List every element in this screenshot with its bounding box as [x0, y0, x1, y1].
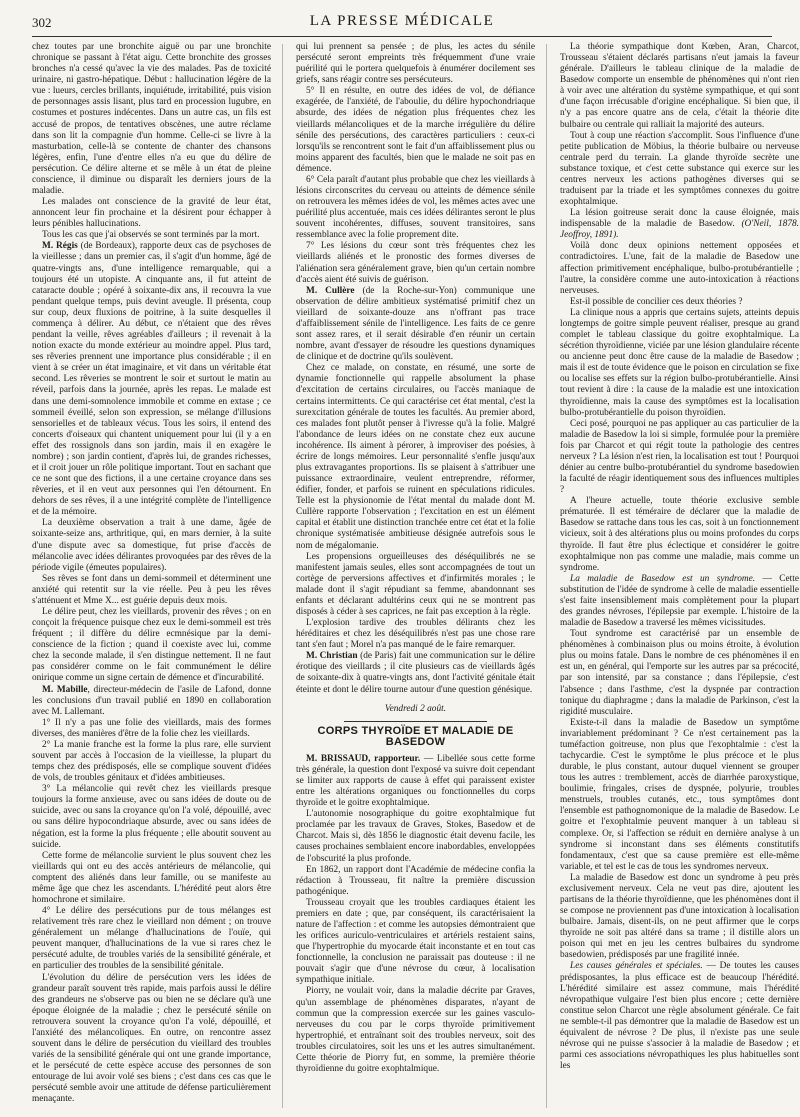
paragraph-text: — De toutes les causes prédisposantes, la plus efficace est de beaucoup l'hérédité. L'hérédité similaire est assez commune, mais l'hérédité névropathique vulgaire l'est bien plus encore ; cette dernière constitue selon Charcot une règle absolument générale. Ce fait ne semble-t-il pas démontrer que la maladie de Basedow est un équivalent de névrose ? De plus, il n'existe pas une seule névrose qui ne puisse s'associer à la maladie de Basedow ; et parmi ces associations névropathiques les plus habituelles sont les — [560, 961, 799, 1072]
paragraph: 5° Il en résulte, en outre des idées de vol, de défiance exagérée, de l'anxiété, de l'aboulie, du délire hypochondriaque absurde, des idées de négation plus fréquentes chez les vieillards mélancoliques et de la marche irrégulière du délire sénile des persécutions, des caractères particuliers : ceux-ci lorsqu'ils se rencontrent sont le fait d'un affaiblissement plus ou moins apparent des facultés, bien que le malade ne soit pas en démence. — [296, 86, 535, 174]
paragraph: La maladie de Basedow est donc un syndrome à peu près exclusivement nerveux. Cela ne veut pas dire, ajoutent les partisans de la théorie thyroïdienne, que les phénomènes dont il se compose ne proviennent pas d'une intoxication à localisation bulbaire. Jamais, disent-ils, on ne peut affirmer que le corps thyroïde ne soit pas altéré dans sa trame ; il distille alors un poison qui met en jeu les centres bulbaires du syndrome basedowien, prédisposés par une fragilité innée. — [560, 872, 799, 961]
paragraph: qui lui prennent sa pensée ; de plus, les actes du sénile persécuté seront empreints très fréquemment d'une vraie puérilité qui le portera quelquefois à énumérer docilement ses griefs, sans réagir contre ses persécuteurs. — [296, 42, 535, 86]
section-rule — [344, 721, 487, 722]
subheading: La maladie de Basedow est un syndrome. — [570, 573, 756, 584]
paragraph-text: — Cette substitution de l'idée de syndrome à celle de maladie essentielle s'est faite insensiblement mais complètement pour la plupart des grandes névroses, l'épilepsie par exemple. L'histoire de la maladie de Basedow a traversé les mêmes vicissitudes. — [560, 573, 799, 629]
paragraph — [560, 961, 799, 1072]
column-divider — [546, 44, 547, 1108]
speaker-name: M. BRISSAUD, rapporteur. — [306, 753, 421, 764]
column-2 — [296, 42, 535, 1110]
session-date: Vendredi 2 août. — [384, 703, 447, 714]
journal-title: LA PRESSE MÉDICALE — [309, 13, 495, 29]
paragraph-text: (de Bordeaux), rapporte deux cas de psychoses de la vieillesse ; dans un premier cas, il s'agit d'un homme, âgé de quatre-vingts ans, d'une intelligence remarquable, qui a toujours été un utopiste. A cinquante ans, il fut atteint de cataracte double ; opéré à soixante-dix ans, il recouvra la vue pendant quelque temps, puis devint aveugle. Il présenta, coup sur coup, deux fluxions de poitrine, à la suite desquelles il commença à délirer. Au début, ce n'étaient que des rêves pendant la veille, rêves agréables d'ailleurs ; il revenait à la notion exacte du monde extérieur au moindre appel. Plus tard, ses rêveries prennent une importance plus considérable ; il en vient à se créer un état imaginaire, et vit dans un véritable état second. Les rêveries se montrent le soir et surtout le matin au réveil, parfois dans la journée, après les repas. Le malade est dans une demi-somnolence immobile et comme en extase ; ce sommeil éveillé, selon son expression, se mélange d'illusions sensorielles et de tableaux vécus. Tous les soirs, il entend des concerts d'oiseaux qui chantent uniquement pour lui (il y a en effet des rossignols dans son jardin, mais il en exagère le nombre) ; son jardin contient, d'après lui, de grandes richesses, et il croit jouer un rôle politique important. Tout en sachant que ce ne sont que des fictions, il a une certaine croyance dans ses rêveries, et il en veut aux personnes qui l'en détournent. En dehors de ses rêves, il a une intégrité complète de l'intelligence et de la mémoire. — [32, 241, 271, 518]
reference: (O'Neil, 1878. Jeoffroy, 1891). — [560, 219, 799, 241]
paragraph-text: , directeur-médecin de l'asile de Lafond, donne les conclusions d'un travail publié en 1890 en collaboration avec M. Lallemant. — [32, 684, 271, 717]
paragraph: A l'heure actuelle, toute théorie exclusive semble prématurée. Il est téméraire de déclarer que la maladie de Basedow se rattache dans tous les cas, soit à un fonctionnement vicieux, soit à des altérations plus ou moins profondes du corps thyroïde. Il faut être plus éclectique et considérer le goitre exophtalmique non pas comme une maladie, mais comme un syndrome. — [560, 496, 799, 573]
paragraph: 2° La manie franche est la forme la plus rare, elle survient souvent par accès à l'occasion de la vieillesse, la plupart du temps chez des prédisposés, elle se complique souvent d'idées de vols, de troubles génitaux et d'idées ambitieuses. — [32, 739, 271, 784]
paragraph — [296, 651, 535, 695]
paragraph-text: (de la Roche-sur-Yon) communique une observation de délire ambitieux systématisé primitif chez un vieillard de soixante-douze ans n'offrant pas trace d'affaiblissement sénile de l'intelligence. Les faits de ce genre sont assez rares, et il serait désirable d'en réunir un certain nombre, avant d'essayer de résoudre les questions dynamiques de clinique et de doctrine qu'ils soulèvent. — [296, 285, 535, 363]
paragraph: Tout syndrome est caractérisé par un ensemble de phénomènes à combinaison plus ou moins étroite, à évolution plus ou moins fatale. Dans le nombre de ces phénomènes il en est un, en général, qui l'emporte sur les autres par sa précocité, par son intensité, par sa constance ; dans l'épilepsie, c'est l'absence ; dans l'asthme, c'est la dyspnée par contraction tonique du diaphragme ; dans la maladie de Parkinson, c'est la rigidité musculaire. — [560, 629, 799, 717]
paragraph: 4° Le délire des persécutions pur de tous mélanges est relativement très rare chez le vieillard non dément ; on trouve généralement un mélange d'hallucinations de l'ouïe, qui peuvent manquer, d'hallucinations de la vue si rares chez le persécuté adulte, de troubles variés de la sensibilité générale, et en particulier des troubles de la sensibilité génitale. — [32, 906, 271, 972]
section-title: CORPS THYROÏDE ET MALADIE DE BASEDOW — [317, 724, 514, 748]
paragraph: Chez ce malade, on constate, en résumé, une sorte de dynamie fonctionnelle qui rappelle absolument la phase d'excitation de certains circulaires, ou l'accès maniaque de certains intermittents. Ce qui caractérise cet état mental, c'est la surexcitation générale de toutes les facultés. Au premier abord, ces malades font plutôt penser à l'ivresse qu'à la folie. Malgré l'abondance de leurs idées on ne constate chez eux aucune incohérence. Ils aiment à pérorer, à improviser des poésies, à écrire de longs mémoires. Leur personnalité s'enfle jusqu'aux plus extravagantes proportions. Ils se plaisent à s'attribuer une puissance extraordinaire, veulent entreprendre, réformer, édifier, fonder, et parfois se ruinent en spéculations ridicules. Telle est la physionomie de l'état mental du malade dont M. Cullère rapporte l'observation ; l'excitation en est un élément capital et établit une distinction tranchée entre cet état et la folie chronique systématisée ambitieuse désignée autrefois sous le nom de mégalomanie. — [296, 363, 535, 551]
paragraph — [32, 241, 271, 518]
paragraph: La clinique nous a appris que certains sujets, atteints depuis longtemps de goitre simple peuvent réaliser, presque au grand complet le tableau classique du goitre exophtalmique. La sécrétion thyroïdienne, viciée par une lésion glandulaire récente ou ancienne peut donc être cause de la maladie de Basedow ; mais il est de toute évidence que le poison en circulation se fixe ou localise ses effets sur la région bulbo-protubérantielle. Ainsi tout revient à dire : la cause de la maladie est une intoxication thyroïdienne, mais la cause des symptômes est la localisation bulbo-protubérantielle du poison thyroïdien. — [560, 307, 799, 418]
speaker-name: M. Régis — [42, 241, 78, 252]
paragraph — [560, 208, 799, 241]
paragraph: 6° Cela paraît d'autant plus probable que chez les vieillards à lésions circonscrites du cerveau ou atteints de démence sénile on retrouvera les mêmes idées de vol, les mêmes actes avec une puérilité plus accentuée, mais ces idées délirantes seront le plus souvent incohérentes, diffuses, souvent transitoires, sans ressemblance avec la folie proprement dite. — [296, 174, 535, 241]
subheading: Les causes générales et spéciales. — [570, 961, 703, 972]
paragraph: Voilà donc deux opinions nettement opposées et contradictoires. L'une, fait de la maladie de Basedow une affection primitivement encéphalique, bulbo-protubérantielle ; l'autre, la considère comme une auto-intoxication à réactions nerveuses. — [560, 241, 799, 296]
paragraph: La théorie sympathique dont Kœben, Aran, Charcot, Trousseau s'étaient déclarés partisans n'eut jamais la faveur générale. D'ailleurs le tableau clinique de la maladie de Basedow comporte un ensemble de phénomènes qui n'ont rien à voir avec une altération du système sympathique, et qui sont d'une façon irrécusable d'origine encéphalique. Si bien que, il n'y a pas encore quatre ans de cela, c'était la théorie dite bulbaire ou centrale qui ralliait la majorité des auteurs. — [560, 42, 799, 130]
paragraph: L'autonomie nosographique du goitre exophtalmique fut proclamée par les travaux de Graves, Stokes, Basedow et de Charcot. Mais si, dès 1856 le diagnostic était devenu facile, les causes prochaines semblaient encore inabordables, enveloppées de l'obscurité la plus profonde. — [296, 809, 535, 864]
paragraph: Trousseau croyait que les troubles cardiaques étaient les premiers en date ; que, par conséquent, ils caractérisaient la nature de l'affection : et comme les autopsies démontraient que les orifices auriculo-ventriculaires et artériels restaient sains, que l'hypertrophie du myocarde était inconstante et en tout cas fonctionnelle, la conclusion ne paraissait pas douteuse : il ne pouvait s'agir que d'une névrose du cœur, à localisation sympathique initiale. — [296, 897, 535, 986]
paragraph: La deuxième observation a trait à une dame, âgée de soixante-seize ans, arthritique, qui, en mars dernier, à la suite d'une dispute avec sa domestique, fut prise d'accès de mélancolie avec idées délirantes provoquées par des rêves de la période vigile (émeutes populaires). — [32, 518, 271, 573]
page-number: 302 — [32, 15, 52, 30]
paragraph: Est-il possible de concilier ces deux théories ? — [570, 296, 743, 307]
paragraph: Le délire peut, chez les vieillards, provenir des rêves ; on en conçoit la fréquence puisque chez eux le demi-sommeil est très fréquent ; il diffère du délire ecmnésique par la demi-conscience de la fiction ; quand il coexiste avec lui, comme chez la seconde malade, il s'en distingue nettement. Il ne faut pas considérer comme on le fait communément le délire onirique comme un signe certain de démence et d'incurabilité. — [32, 606, 271, 684]
paragraph — [32, 685, 271, 718]
paragraph: Existe-t-il dans la maladie de Basedow un symptôme invariablement prédominant ? Ce n'est certainement pas la tuméfaction goitreuse, non plus que l'exophtalmie : c'est la tachycardie. C'est le symptôme le plus précoce et le plus durable, le plus constant, autour duquel viennent se grouper tous les autres : tremblement, accès de diarrhée paroxystique, boulimie, fringales, crises de dyspnée, polyurie, troubles menstruels, troubles cutanés, etc., tous symptômes dont l'ensemble est pathognomonique de la maladie de Basedow. Le goitre et l'exophtalmie peuvent manquer à un tableau si complexe. Or, si l'affection se réduit en dernière analyse à un syndrome si inconstant dans ses éléments constitutifs fondamentaux, c'est que sa cause première est elle-même variable, et tel est le cas de tous les syndromes nerveux. — [560, 717, 799, 872]
paragraph: 3° La mélancolie qui revêt chez les vieillards presque toujours la forme anxieuse, avec ou sans idées de doute ou de suicide, avec ou sans la croyance qu'on l'a volé, dépouillé, avec ou sans délire hypocondriaque absurde, avec ou sans idées de négation, est la forme la plus fréquente ; elle aboutit souvent au suicide. — [32, 784, 271, 850]
paragraph: Les malades ont conscience de la gravité de leur état, annoncent leur fin prochaine et la désirent pour échapper à leurs pénibles hallucinations. — [32, 197, 271, 230]
column-divider — [282, 44, 283, 1108]
paragraph: chez toutes par une bronchite aiguë ou par une bronchite chronique se passant à l'état aigu. Cette bronchite des grosses bronches n'a cessé qu'avec la vie des malades. Pas de toxicité urinaire, ni gastro-hépatique. Début : hallucination légère de la vue : lueurs, cercles brillants, inquiétude, irritabilité, puis vision de personnages assis lisant, plus tard en procession lugubre, en costumes et postures indécentes. Dans un autre cas, un fils est accusé de propos, de tentatives obscènes, une autre réclame dans son lit la compagnie d'un homme. Celle-ci se livre à la masturbation, celle-là se contente de chanter des chansons légères, enfin, l'une d'entre elles n'a eu que du délire de persécution. Ce délire alterne et se mêle à un état de pleine conscience, il diminue ou disparaît les derniers jours de la maladie. — [32, 42, 271, 197]
paragraph: 1° Il n'y a pas une folie des vieillards, mais des formes diverses, des manières d'être de la folie chez les vieillards. — [32, 717, 271, 739]
paragraph: Tout à coup une réaction s'accomplit. Sous l'influence d'une petite publication de Möbius, la théorie bulbaire ou nerveuse centrale perd du terrain. La glande thyroïde secrète une substance toxique, et c'est cette substance qui exerce sur les centres nerveux les actions pathogènes diverses qui se traduisent par la triade et les symptômes connexes du goitre exophtalmique. — [560, 130, 799, 208]
paragraph: Ses rêves se font dans un demi-sommeil et déterminent une anxiété qui retentit sur la vie réelle. Peu à peu les rêves s'atténuent et Mme X... est guérie depuis deux mois. — [32, 573, 271, 606]
column-3 — [560, 42, 799, 1110]
column-1 — [32, 42, 271, 1110]
paragraph-text: — Libellée sous cette forme très générale, la question dont l'exposé va suivre doit cependant se limiter aux rapports de cause à effet qui paraissent exister entre les altérations organiques ou fonctionnelles du corps thyroïde et le goitre exophtalmique. — [296, 753, 535, 809]
paragraph — [296, 286, 535, 364]
paragraph — [560, 574, 799, 629]
paragraph: En 1862, un rapport dont l'Académie de médecine confia la rédaction à Trousseau, fit naître la première discussion pathogénique. — [296, 864, 535, 897]
paragraph: Tous les cas que j'ai observés se sont terminés par la mort. — [42, 230, 260, 241]
paragraph: Piorry, ne voulait voir, dans la maladie décrite par Graves, qu'un assemblage de phénomènes disparates, n'ayant de commun que la compression exercée sur les gaines vasculo-nerveuses du cou par le corps thyroïde primitivement hypertrophié, et entraînant soit des troubles nerveux, soit des troubles circulatoires, soit les uns et les autres simultanément. Cette théorie de Piorry fut, en somme, la première théorie thyroïdienne du goitre exophtalmique. — [296, 986, 535, 1075]
paragraph: Cette forme de mélancolie survient le plus souvent chez les vieillards qui ont eu des accès antérieurs de mélancolie, qui comptent des aliénés dans leur famille, ou se manifeste au même âge que chez les ascendants. L'hérédité peut alors être homochrone et similaire. — [32, 850, 271, 906]
page-header — [32, 12, 772, 37]
speaker-name: M. Mabille — [42, 684, 88, 695]
paragraph-text: La lésion goitreuse serait donc la cause éloignée, mais indispensable de la maladie de Basedow. — [560, 208, 799, 230]
paragraph: Les propensions orgueilleuses des déséquilibrés ne se manifestent jamais seules, elles sont accompagnées de tout un cortège de perversions affectives et d'infirmités morales ; le malade dont il s'agit répudiant sa femme, abandonnant ses enfants et déclarant adultérins ceux qui ne se montrent pas disposés à céder à ses caprices, ne fait pas exception à la règle. — [296, 551, 535, 617]
paragraph: Ceci posé, pourquoi ne pas appliquer au cas particulier de la maladie de Basedow la loi si simple, formulée pour la première fois par Charcot et qui régit toute la pathologie des centres nerveux ? La lésion n'est rien, la localisation est tout ! Pourquoi dénier au centre bulbo-protubérantiel du syndrome basedowien la faculté de réagir identiquement sous des influences multiples ? — [560, 418, 799, 496]
paragraph: L'évolution du délire de persécution vers les idées de grandeur paraît souvent très rapide, mais parfois aussi le délire des grandeurs ne s'observe pas ou bien ne se déclare qu'à une époque éloignée de la maladie ; chez le persécuté sénile on retrouvera souvent la croyance qu'on l'a volé, dépouillé, et l'anxiété des mélancoliques. En outre, on rencontre assez souvent dans le délire de persécution du vieillard des troubles variés de la sensibilité générale qui ont une grande importance, et le persécuté de cette espèce accuse des personnes de son entourage de lui avoir volé ses biens ; c'est dans ces cas que le persécuté semble avoir une attitude de défense particulièrement menaçante. — [32, 972, 271, 1105]
speaker-name: M. Christian — [306, 651, 358, 662]
speaker-name: M. Cullère — [306, 285, 355, 296]
paragraph-text: (de Paris) fait une communication sur le délire érotique des vieillards ; il cite plusieurs cas de vieillards âgés de soixante-dix à quatre-vingts ans, dont l'activité génitale était éteinte et dont le délire tourne autour d'une question génésique. — [296, 651, 535, 695]
paragraph — [296, 754, 535, 809]
paragraph: 7° Les lésions du cœur sont très fréquentes chez les vieillards aliénés et le pronostic des formes diverses de l'aliénation sera généralement grave, bien qu'un certain nombre d'accès aient été suivis de guérison. — [296, 241, 535, 285]
paragraph: L'explosion tardive des troubles délirants chez les héréditaires et chez les déséquilibrés n'est pas une chose rare tant s'en faut ; Morel n'a pas manqué de le faire remarquer. — [296, 618, 535, 651]
